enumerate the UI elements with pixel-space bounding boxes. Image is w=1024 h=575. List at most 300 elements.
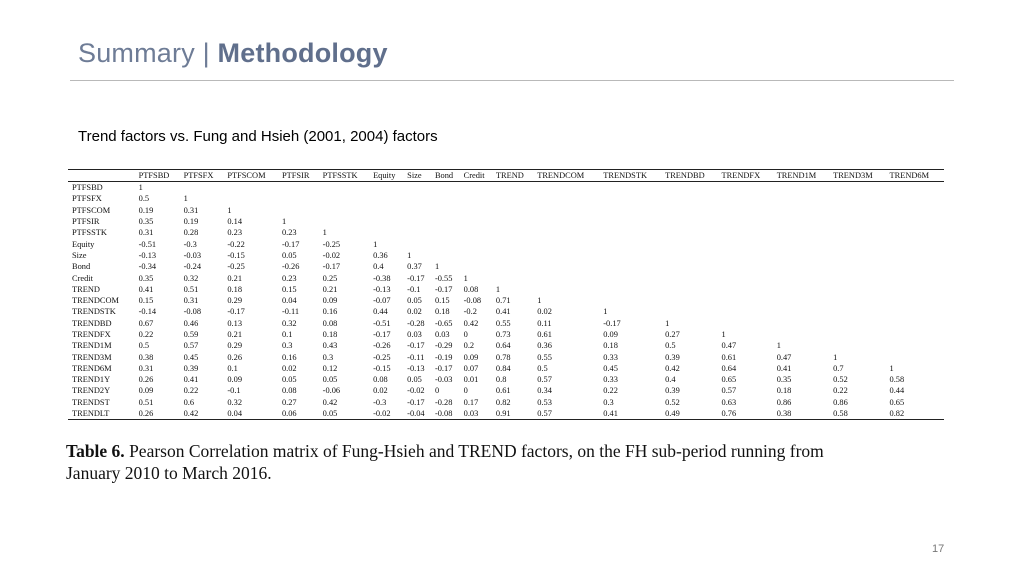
table-cell: 0.21	[227, 273, 242, 283]
table-cell: 0.55	[495, 318, 511, 328]
slide-title	[78, 38, 388, 69]
table-cell	[775, 261, 831, 272]
table-cell: -0.19	[434, 352, 453, 362]
table-cell: 0.47	[721, 341, 737, 351]
table-cell	[321, 216, 371, 227]
table-cell: -0.17	[281, 239, 300, 249]
table-cell	[888, 306, 945, 317]
table-cell	[462, 261, 494, 272]
table-cell	[720, 193, 775, 204]
row-label: TREND	[72, 284, 100, 294]
table-row	[68, 216, 944, 227]
table-caption	[66, 440, 866, 484]
table-cell: 0.03	[407, 330, 422, 339]
table-cell: 0.22	[183, 386, 199, 396]
title-divider	[70, 80, 954, 81]
table-cell	[321, 193, 371, 204]
table-cell	[775, 284, 831, 295]
row-label: TRENDST	[72, 397, 110, 407]
table-row	[68, 227, 944, 238]
table-cell	[405, 238, 433, 249]
table-cell: 0	[463, 386, 468, 396]
table-cell	[371, 205, 405, 216]
table-cell: 1	[537, 296, 542, 306]
table-cell: 0.32	[281, 318, 297, 328]
table-cell: 0.42	[322, 397, 338, 407]
table-cell: -0.03	[183, 250, 202, 260]
table-cell	[371, 193, 405, 204]
table-cell: -0.26	[373, 341, 391, 351]
table-cell: -0.51	[138, 239, 157, 249]
table-cell	[720, 261, 775, 272]
table-cell: -0.17	[407, 273, 425, 283]
table-cell: 0.41	[601, 408, 663, 420]
table-cell: -0.1	[227, 386, 241, 396]
table-row	[68, 385, 944, 396]
table-cell	[535, 272, 601, 283]
table-cell: 0.44	[373, 307, 388, 317]
table-cell	[371, 227, 405, 238]
table-cell: 0.61	[721, 352, 737, 362]
table-cell: 1	[463, 273, 468, 283]
column-header: Size	[405, 170, 433, 182]
table-cell: 0.82	[888, 408, 945, 420]
table-cell	[433, 238, 462, 249]
table-cell: -0.25	[322, 239, 341, 249]
table-cell	[888, 318, 945, 329]
table-cell	[888, 284, 945, 295]
table-cell: 0.19	[183, 217, 199, 227]
table-cell: 1	[776, 341, 781, 351]
table-cell: 0.59	[183, 330, 199, 339]
table-cell	[775, 306, 831, 317]
slide-subtitle: Trend factors vs. Fung and Hsieh (2001, 2004) factors	[78, 128, 438, 145]
table-cell: 0.45	[603, 363, 618, 373]
table-cell	[775, 272, 831, 283]
table-cell: 0.78	[495, 352, 511, 362]
table-cell: 1	[603, 307, 608, 317]
table-cell	[831, 238, 887, 249]
table-cell: 0.37	[407, 262, 422, 272]
table-cell: 0.58	[889, 375, 905, 385]
table-cell	[831, 340, 887, 351]
table-cell: 0	[434, 386, 440, 396]
table-cell: 0.05	[322, 375, 338, 385]
table-cell: 0.52	[833, 375, 848, 385]
row-label: PTFSBD	[72, 183, 103, 193]
table-cell	[462, 250, 494, 261]
table-cell: -0.07	[373, 296, 391, 306]
table-cell: 0.51	[138, 397, 154, 407]
row-label: Equity	[72, 239, 95, 249]
table-cell: 0.03	[462, 408, 494, 420]
table-cell: -0.55	[434, 273, 453, 283]
table-cell: 1	[227, 205, 232, 215]
table-cell	[494, 216, 535, 227]
table-cell: 0.45	[183, 352, 199, 362]
table-cell	[831, 295, 887, 306]
table-cell	[535, 227, 601, 238]
table-cell	[663, 205, 719, 216]
table-cell: -0.17	[322, 262, 341, 272]
table-cell: -0.65	[434, 318, 453, 328]
table-cell: 0.2	[463, 341, 475, 351]
table-cell: 0.26	[137, 408, 182, 420]
table-cell	[775, 193, 831, 204]
table-cell: 1	[434, 262, 440, 272]
table-cell: 0.35	[138, 273, 154, 283]
table-cell	[888, 250, 945, 261]
column-header: PTFSIR	[280, 170, 321, 182]
table-cell: 0.14	[227, 217, 242, 227]
column-header: PTFSFX	[182, 170, 226, 182]
table-cell	[225, 193, 280, 204]
table-cell	[494, 261, 535, 272]
table-cell	[601, 227, 663, 238]
table-cell	[775, 329, 831, 340]
table-cell: 1	[495, 284, 501, 294]
table-cell	[720, 284, 775, 295]
table-cell: 0.02	[281, 363, 297, 373]
table-cell: -0.3	[373, 397, 387, 407]
table-cell	[494, 250, 535, 261]
table-cell: 0.27	[281, 397, 297, 407]
table-cell: 0.05	[321, 408, 371, 420]
table-cell	[433, 250, 462, 261]
table-cell: 0.42	[463, 318, 479, 328]
title-plain: Summary	[78, 38, 195, 68]
table-cell: -0.22	[227, 239, 245, 249]
table-cell: 0.3	[322, 352, 334, 362]
table-cell: 0.05	[407, 296, 422, 306]
table-cell	[888, 216, 945, 227]
table-cell: 0.39	[183, 363, 199, 373]
table-cell	[663, 182, 719, 194]
table-cell: 0.11	[537, 318, 552, 328]
table-cell	[280, 193, 321, 204]
table-cell	[720, 250, 775, 261]
table-cell: 0.08	[373, 375, 388, 385]
table-row	[68, 272, 944, 283]
column-header: Bond	[433, 170, 462, 182]
table-cell	[663, 272, 719, 283]
caption-label: Table 6.	[66, 441, 125, 461]
table-cell	[663, 216, 719, 227]
table-row	[68, 238, 944, 249]
table-cell	[663, 284, 719, 295]
table-cell: 0.5	[138, 194, 150, 204]
table-cell: -0.08	[183, 307, 202, 317]
table-row	[68, 340, 944, 351]
column-header: PTFSCOM	[225, 170, 280, 182]
table-cell: 0.65	[721, 375, 737, 385]
table-cell: 0.01	[463, 375, 479, 385]
table-cell	[535, 182, 601, 194]
table-cell	[888, 340, 945, 351]
table-cell	[831, 193, 887, 204]
table-row	[68, 329, 944, 340]
table-cell: -0.51	[373, 318, 391, 328]
table-cell	[831, 306, 887, 317]
table-cell: 0.63	[721, 397, 737, 407]
table-cell: 0.18	[603, 341, 618, 351]
table-cell: 0.4	[373, 262, 384, 272]
table-cell	[280, 182, 321, 194]
table-cell: 0.02	[373, 386, 388, 396]
table-cell: 0.04	[225, 408, 280, 420]
table-cell: -0.15	[227, 250, 245, 260]
table-cell: 0.35	[138, 217, 154, 227]
table-cell	[494, 182, 535, 194]
table-cell: 0.22	[138, 330, 154, 339]
table-cell: 0.8	[495, 375, 507, 385]
table-cell	[775, 205, 831, 216]
table-cell: 0.42	[665, 363, 680, 373]
table-cell: 0.47	[776, 352, 792, 362]
table-body	[68, 182, 944, 420]
table-row	[68, 318, 944, 329]
table-cell: 0.22	[603, 386, 618, 396]
table-cell: 0.18	[322, 330, 338, 339]
table-cell: 0.03	[434, 330, 450, 339]
table-row	[68, 351, 944, 362]
table-cell: 1	[665, 318, 670, 328]
table-cell: 0.76	[720, 408, 775, 420]
table-cell: 1	[373, 239, 378, 249]
table-cell	[888, 227, 945, 238]
table-cell: 0.21	[322, 284, 338, 294]
table-cell	[775, 182, 831, 194]
table-cell	[831, 318, 887, 329]
table-cell: 0.25	[322, 273, 338, 283]
table-cell	[433, 205, 462, 216]
table-cell: 0.82	[495, 397, 511, 407]
table-cell	[371, 216, 405, 227]
table-cell: 0.4	[665, 375, 676, 385]
row-label: TRENDSTK	[72, 307, 116, 317]
table-cell	[720, 306, 775, 317]
table-cell	[535, 193, 601, 204]
table-cell	[775, 216, 831, 227]
row-label: TREND2Y	[72, 386, 111, 396]
table-cell	[720, 238, 775, 249]
table-cell	[775, 250, 831, 261]
row-label: TREND1M	[72, 341, 112, 351]
table-cell: 0.15	[434, 296, 450, 306]
table-cell: 0.19	[138, 205, 154, 215]
table-cell: 0.38	[138, 352, 154, 362]
table-cell	[775, 318, 831, 329]
table-cell: 0.41	[776, 363, 792, 373]
table-row	[68, 374, 944, 385]
table-cell	[494, 205, 535, 216]
table-cell: 0.46	[183, 318, 199, 328]
table-cell	[663, 193, 719, 204]
table-cell: 0.33	[603, 375, 618, 385]
table-cell: 0.21	[227, 330, 242, 339]
table-cell	[433, 227, 462, 238]
row-label: Credit	[72, 273, 93, 283]
table-cell	[321, 182, 371, 194]
table-cell: 0.17	[463, 397, 479, 407]
table-cell: 0.09	[603, 330, 618, 339]
table-cell: 0.57	[721, 386, 737, 396]
table-cell	[462, 193, 494, 204]
table-cell	[601, 216, 663, 227]
table-cell: -0.29	[434, 341, 453, 351]
table-cell: 1	[281, 217, 287, 227]
table-cell: 0.44	[889, 386, 905, 396]
table-cell	[462, 238, 494, 249]
table-cell	[280, 205, 321, 216]
table-cell: 0.18	[776, 386, 792, 396]
table-cell: 0.12	[322, 363, 338, 373]
table-cell: -0.17	[227, 307, 245, 317]
table-row	[68, 205, 944, 216]
table-cell: -0.15	[373, 363, 391, 373]
table-cell	[831, 250, 887, 261]
column-header: PTFSBD	[137, 170, 182, 182]
column-header: Credit	[462, 170, 494, 182]
row-label: TRENDLT	[68, 408, 137, 420]
correlation-table-container	[68, 169, 944, 420]
table-cell	[888, 272, 945, 283]
table-cell: 0.02	[537, 307, 552, 317]
table-cell	[888, 238, 945, 249]
table-cell	[831, 272, 887, 283]
table-cell: -0.17	[603, 318, 621, 328]
table-cell	[775, 295, 831, 306]
table-cell: 0.86	[776, 397, 792, 407]
table-cell	[663, 306, 719, 317]
table-cell	[831, 329, 887, 340]
table-cell: 0.1	[227, 363, 238, 373]
table-cell: -0.04	[405, 408, 433, 420]
table-cell	[831, 216, 887, 227]
table-cell	[405, 205, 433, 216]
table-cell: 0.15	[138, 296, 154, 306]
row-label: PTFSCOM	[72, 205, 111, 215]
table-row	[68, 306, 944, 317]
table-cell: 0.23	[281, 273, 297, 283]
table-cell	[462, 216, 494, 227]
table-cell: 0.16	[281, 352, 297, 362]
table-cell: 0.49	[663, 408, 719, 420]
table-row	[68, 397, 944, 408]
table-cell: 0.41	[138, 284, 154, 294]
table-cell	[601, 205, 663, 216]
table-cell: 0.64	[721, 363, 737, 373]
table-cell: 1	[138, 183, 143, 193]
table-cell: -0.17	[407, 341, 425, 351]
table-cell: -0.02	[407, 386, 425, 396]
table-cell: 0.32	[183, 273, 199, 283]
table-cell: -0.02	[371, 408, 405, 420]
table-cell	[775, 227, 831, 238]
table-row	[68, 284, 944, 295]
row-label: TRENDFX	[72, 330, 111, 339]
table-cell: 0.31	[138, 228, 154, 238]
table-cell: 0.1	[281, 330, 293, 339]
table-cell: 0.57	[537, 375, 552, 385]
table-cell	[433, 193, 462, 204]
table-cell	[433, 216, 462, 227]
table-row	[68, 295, 944, 306]
table-cell: -0.1	[407, 284, 421, 294]
table-cell	[182, 182, 226, 194]
table-cell	[494, 227, 535, 238]
table-cell: 0.5	[537, 363, 548, 373]
table-cell	[888, 182, 945, 194]
table-cell: 0.73	[495, 330, 511, 339]
table-cell: -0.38	[373, 273, 391, 283]
table-cell: 0.15	[281, 284, 297, 294]
column-header: Equity	[371, 170, 405, 182]
table-cell: 0.13	[227, 318, 242, 328]
table-cell: 0.43	[322, 341, 338, 351]
title-bold: Methodology	[217, 38, 388, 68]
table-cell: 0.39	[665, 352, 680, 362]
table-cell: 0.33	[603, 352, 618, 362]
table-cell: 0.16	[322, 307, 338, 317]
table-row	[68, 408, 944, 420]
table-cell	[720, 205, 775, 216]
table-cell: 1	[889, 363, 894, 373]
table-cell	[601, 295, 663, 306]
column-header: TRENDBD	[663, 170, 719, 182]
table-row	[68, 182, 944, 194]
table-cell	[462, 205, 494, 216]
table-cell: -0.08	[433, 408, 462, 420]
table-cell: -0.17	[434, 363, 453, 373]
table-cell	[601, 261, 663, 272]
table-cell: 1	[721, 330, 726, 339]
table-cell	[663, 250, 719, 261]
table-cell: 0.41	[183, 375, 199, 385]
table-header-row	[68, 170, 944, 182]
table-cell: 0.36	[537, 341, 552, 351]
column-header: TREND3M	[831, 170, 887, 182]
table-cell	[775, 238, 831, 249]
table-cell	[831, 284, 887, 295]
table-cell: -0.2	[463, 307, 477, 317]
table-cell: 0.27	[665, 330, 680, 339]
table-cell	[663, 261, 719, 272]
table-cell: 0.18	[227, 284, 242, 294]
table-cell	[462, 182, 494, 194]
table-cell	[720, 295, 775, 306]
table-cell: 0.23	[227, 228, 242, 238]
table-cell: 0.34	[537, 386, 552, 396]
header-corner	[68, 170, 137, 182]
table-cell: 0.86	[833, 397, 848, 407]
table-cell: 0.65	[889, 397, 905, 407]
table-cell: 0.18	[434, 307, 450, 317]
table-cell: 0.57	[535, 408, 601, 420]
table-cell: -0.34	[138, 262, 157, 272]
table-cell: -0.13	[373, 284, 391, 294]
table-cell	[601, 193, 663, 204]
table-cell: 1	[833, 352, 838, 362]
table-cell: 0.05	[407, 375, 422, 385]
table-cell: 0.04	[281, 296, 297, 306]
table-cell: -0.13	[138, 250, 157, 260]
table-cell: 0.7	[833, 363, 844, 373]
table-cell: 0.09	[463, 352, 479, 362]
table-cell: 0.39	[665, 386, 680, 396]
table-cell: -0.11	[281, 307, 300, 317]
table-cell: 0.08	[281, 386, 297, 396]
